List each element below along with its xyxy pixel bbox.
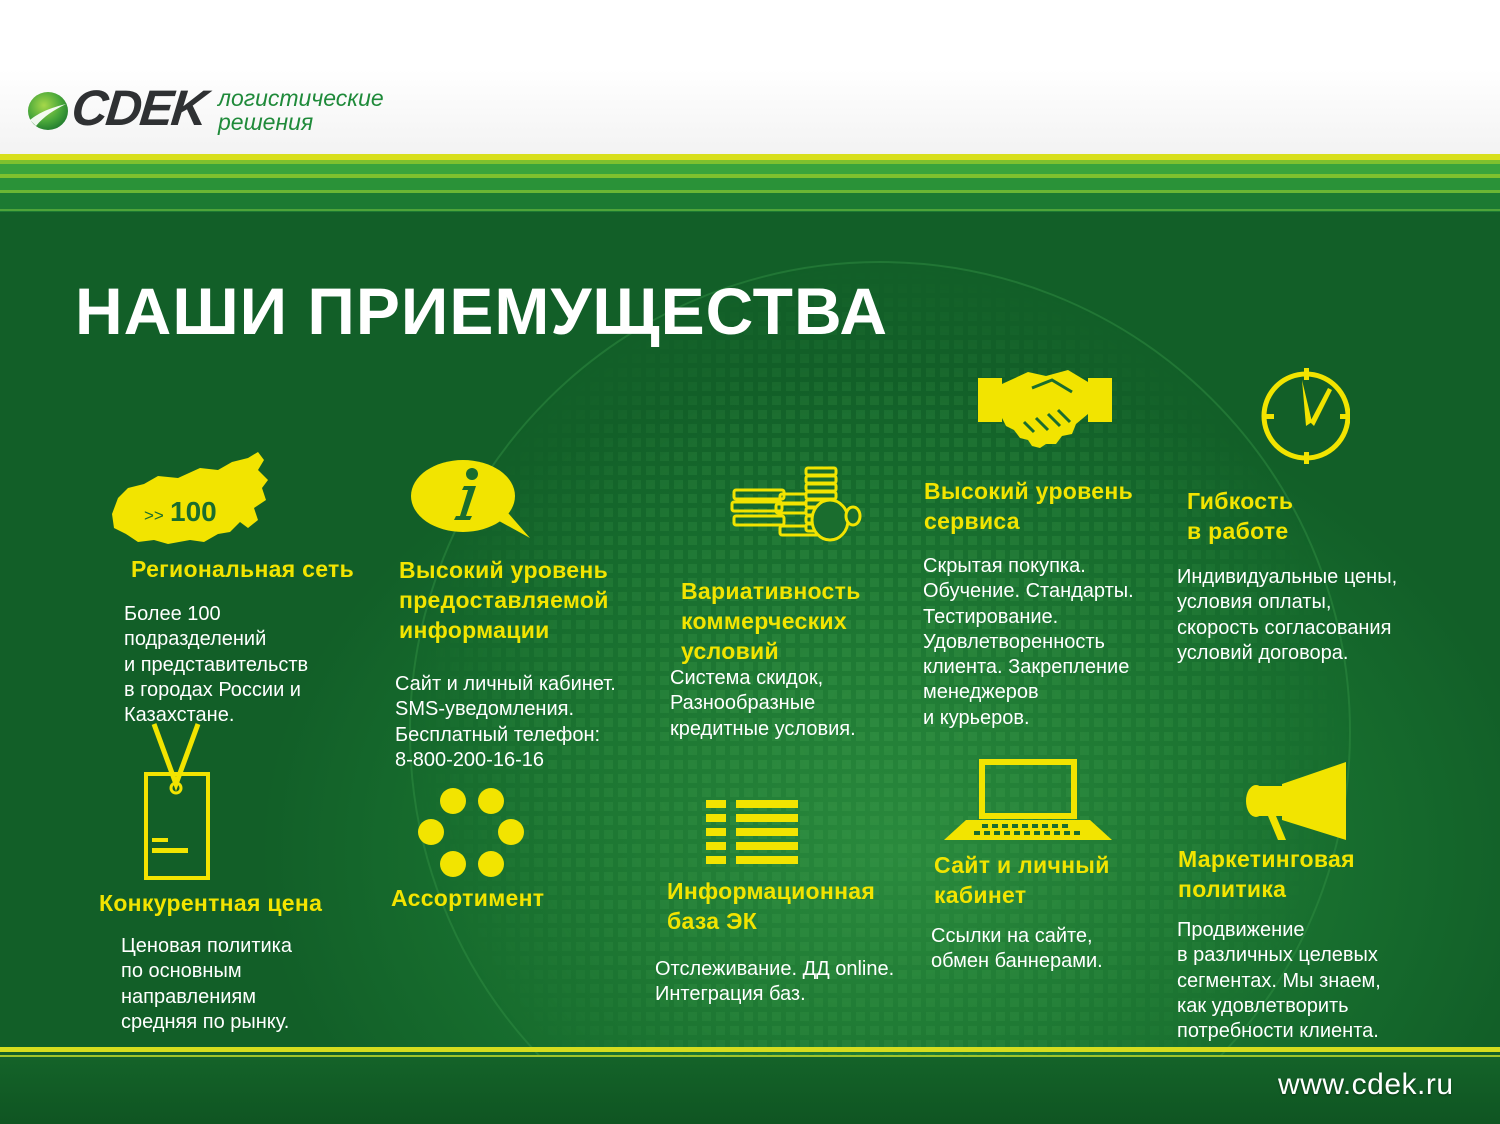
heading-flexibility: Гибкость в работе (1187, 488, 1294, 544)
russia-map-icon (108, 448, 274, 548)
header (0, 0, 1500, 154)
cdek-leaf-icon (26, 90, 70, 132)
header-stripes (0, 154, 1500, 212)
clock-icon (1258, 364, 1354, 468)
text-database: Отслеживание. ДД online. Интеграция баз. (655, 958, 895, 1006)
heading-variability: Вариативность коммерческих условий (681, 578, 861, 664)
megaphone-icon (1242, 760, 1352, 842)
logo-wordmark: CDEK (69, 80, 209, 136)
heading-service: Высокий уровень сервиса (924, 478, 1134, 534)
text-variability: Система скидок, Разнообразные кредитные условия. (670, 667, 856, 740)
heading-database: Информационная база ЭК (667, 878, 876, 934)
text-info: Сайт и личный кабинет. SMS-уведомления. Бесплатный телефон: 8-800-200-16-16 (395, 673, 616, 771)
laptop-icon (942, 758, 1114, 842)
text-marketing: Продвижение в различных целевых сегментах. Мы знаем, как удовлетворить потребности клиента. (1177, 919, 1381, 1043)
text-price: Ценовая политика по основным направлениям средняя по рынку. (121, 935, 292, 1033)
footer-bar (0, 1057, 1500, 1124)
heading-site: Сайт и личный кабинет (934, 852, 1110, 908)
heading-price: Конкурентная цена (99, 890, 323, 916)
text-flexibility: Индивидуальные цены, условия оплаты, скорость согласования условий договора. (1177, 566, 1398, 664)
handshake-icon (976, 362, 1116, 448)
map-badge-number: 100 (170, 496, 217, 527)
heading-info: Высокий уровень предоставляемой информации (399, 557, 609, 643)
footer-stripe (0, 1047, 1500, 1052)
price-tag-icon (136, 718, 220, 884)
page-title: НАШИ ПРИЕМУЩЕСТВА (75, 274, 889, 348)
text-site: Ссылки на сайте, обмен баннерами. (931, 925, 1103, 973)
logo-tagline: логистические решения (218, 85, 384, 135)
text-regional: Более 100 подразделений и представительств в городах России и Казахстане. (124, 603, 309, 727)
info-bubble-icon (410, 458, 532, 542)
footer-url: www.cdek.ru (1278, 1068, 1454, 1101)
heading-regional: Региональная сеть (131, 556, 355, 582)
list-icon (704, 798, 800, 866)
map-badge-arrows: >> (144, 506, 164, 525)
text-service: Скрытая покупка. Обучение. Стандарты. Тестирование. Удовлетворенность клиента. Закрепление менеджеров и курьеров. (923, 555, 1134, 729)
dots-circle-icon (416, 786, 528, 880)
heading-marketing: Маркетинговая политика (1178, 846, 1355, 902)
coins-stack-icon (728, 464, 864, 542)
heading-assortment: Ассортимент (391, 885, 545, 911)
